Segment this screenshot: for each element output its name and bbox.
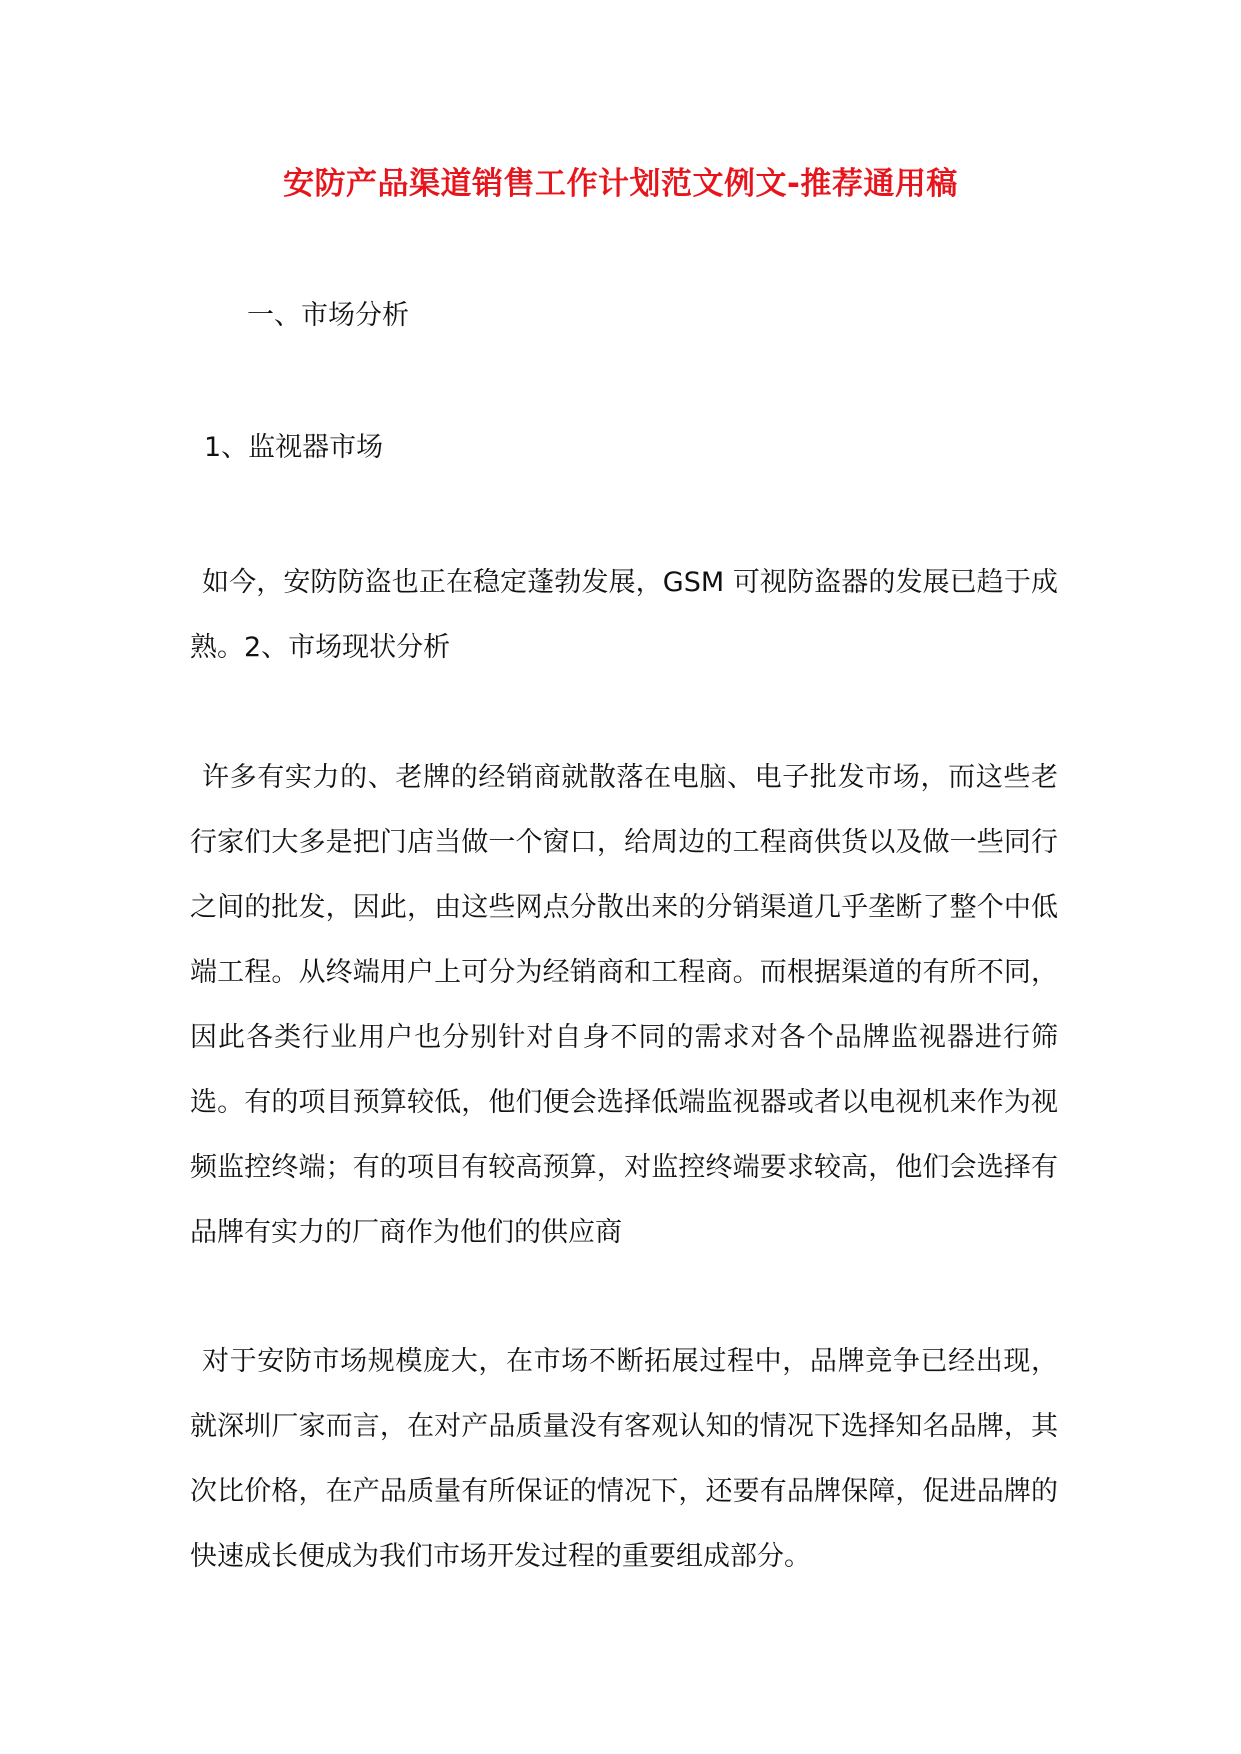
paragraph-brand-competition: 对于安防市场规模庞大，在市场不断拓展过程中，品牌竞争已经出现，就深圳厂家而言，在对产品质量没有客观认知的情况下选择知名品牌，其次比价格，在产品质量有所保证的情况下，还要有品牌保障，促进品牌的快速成长便成为我们市场开发过程的重要组成部分。 [190,1346,1058,1572]
document-title: 安防产品渠道销售工作计划范文例文-推荐通用稿 [283,166,958,202]
paragraph-intro: 如今，安防防盗也正在稳定蓬勃发展，GSM 可视防盗器的发展已趋于成熟。2、市场现状分析 [190,567,1058,663]
paragraph-market-status: 许多有实力的、老牌的经销商就散落在电脑、电子批发市场，而这些老行家们大多是把门店当做一个窗口，给周边的工程商供货以及做一些同行之间的批发，因此，由这些网点分散出来的分销渠道几乎垄断了整个中低端工程。从终端用户上可分为经销商和工程商。而根据渠道的有所不同，因此各类行业用户也分别针对自身不同的需求对各个品牌监视器进行筛选。有的项目预算较低，他们便会选择低端监视器或者以电视机来作为视频监控终端；有的项目有较高预算，对监控终端要求较高，他们会选择有品牌有实力的厂商作为他们的供应商 [190,762,1058,1248]
sub-heading: 1、监视器市场 [204,432,384,463]
section-heading: 一、市场分析 [247,300,409,331]
